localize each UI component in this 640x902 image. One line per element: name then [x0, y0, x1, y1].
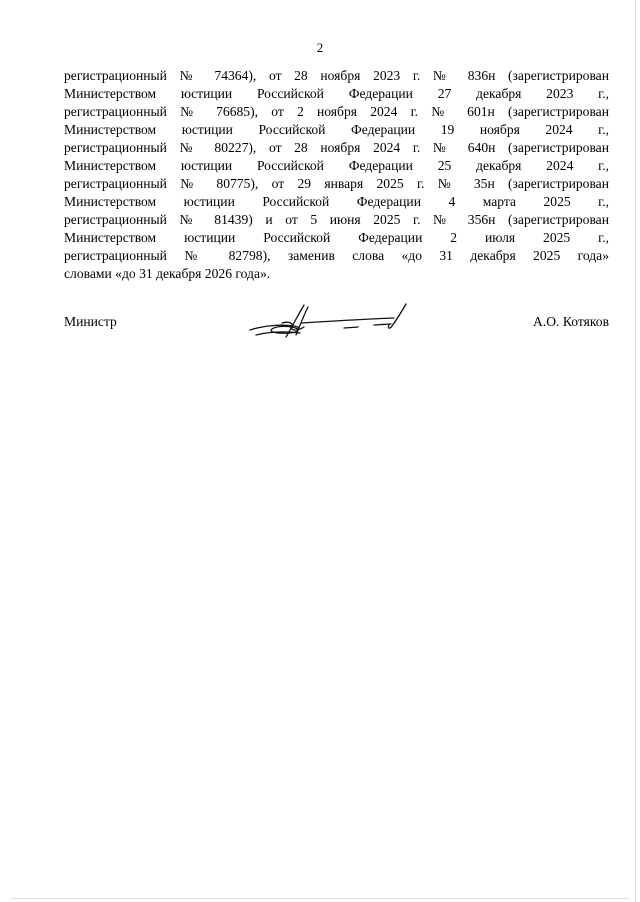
body-line: регистрационный № 81439) и от 5 июня 2025 г. № 356н (зарегистрирован [64, 212, 609, 227]
body-line: регистрационный № 74364), от 28 ноября 2023 г. № 836н (зарегистрирован [64, 68, 609, 83]
body-line: регистрационный № 80227), от 28 ноября 2024 г. № 640н (зарегистрирован [64, 140, 609, 155]
body-line: Министерством юстиции Российской Федерации 27 декабря 2023 г., [64, 86, 609, 101]
body-line: Министерством юстиции Российской Федерации 19 ноября 2024 г., [64, 122, 609, 137]
body-line: регистрационный № 82798), заменив слова «до 31 декабря 2025 года» [64, 248, 609, 263]
scan-edge-line [10, 898, 630, 899]
page-number: 2 [316, 40, 324, 55]
handwritten-signature [242, 299, 412, 345]
body-line: Министерством юстиции Российской Федерации 2 июля 2025 г., [64, 230, 609, 245]
body-line: Министерством юстиции Российской Федерации 4 марта 2025 г., [64, 194, 609, 209]
body-line: Министерством юстиции Российской Федерации 25 декабря 2024 г., [64, 158, 609, 173]
scan-edge-line [635, 0, 636, 902]
body-line: регистрационный № 80775), от 29 января 2025 г. № 35н (зарегистрирован [64, 176, 609, 191]
signature-block [64, 313, 609, 343]
signatory-name: А.О. Котяков [533, 314, 609, 329]
body-line: регистрационный № 76685), от 2 ноября 2024 г. № 601н (зарегистрирован [64, 104, 609, 119]
body-paragraph [64, 67, 609, 283]
body-line: словами «до 31 декабря 2026 года». [64, 266, 271, 281]
signatory-role: Министр [64, 314, 117, 329]
